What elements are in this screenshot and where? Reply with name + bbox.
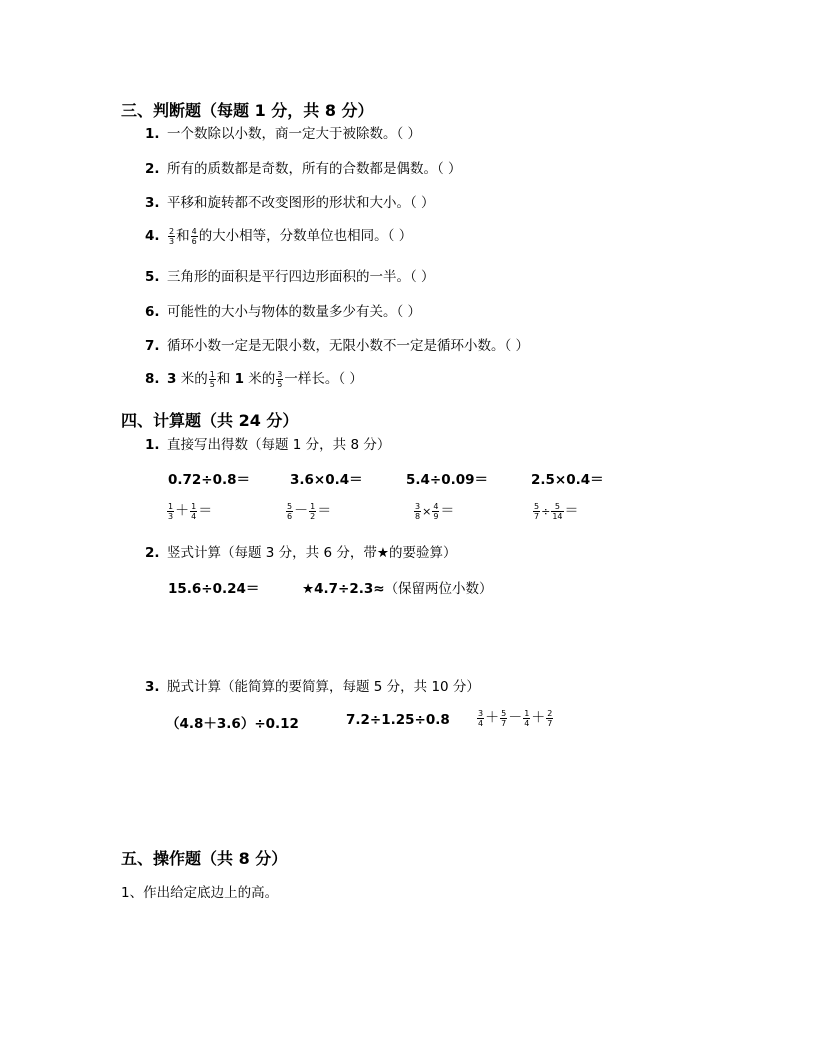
oral-calc-6: $\frac{5}{6}$ － $\frac{1}{2}$ ＝ [287, 501, 332, 521]
item-number: 8. [145, 371, 160, 387]
item-text: 的大小相等，分数单位也相同。（ ） [198, 228, 413, 244]
judge-item-3 [145, 191, 435, 211]
oral-calc-2: 3.6×0.4＝ [290, 472, 363, 488]
fraction: $\frac{2}{3}$ [169, 226, 175, 246]
judge-item-2 [145, 157, 462, 177]
calc-part-1-title: 1. 直接写出得数（每题 1 分，共 8 分） [145, 437, 391, 453]
oral-calc-1: 0.72÷0.8＝ [168, 472, 251, 488]
step-calc-2: 7.2÷1.25÷0.8 [346, 712, 450, 728]
item-number: 4. [145, 228, 160, 244]
judge-item-4: 4. $\frac{2}{3}$ 和 $\frac{4}{6}$ 的大小相等，分数单位也相同。（ ） [145, 226, 413, 246]
calc-part-3-title: 3. 脱式计算（能简算的要简算，每题 5 分，共 10 分） [145, 679, 480, 695]
operation-question-1: 1、作出给定底边上的高。 [121, 885, 279, 901]
item-number: 3. [145, 195, 160, 211]
oral-calc-5: $\frac{1}{3}$ ＋ $\frac{1}{4}$ ＝ [168, 501, 213, 521]
fraction: $\frac{1}{5}$ [209, 369, 215, 389]
section-4-title: 四、计算题（共 24 分） [121, 411, 299, 430]
oral-calc-8: $\frac{5}{7}$ ÷ $\frac{5}{14}$ ＝ [534, 501, 579, 521]
item-text: 一个数除以小数，商一定大于被除数。（ ） [167, 126, 422, 142]
fraction: $\frac{3}{5}$ [277, 369, 283, 389]
oral-calc-3: 5.4÷0.09＝ [406, 472, 489, 488]
step-calc-3: $\frac{3}{4}$ ＋ $\frac{5}{7}$ － $\frac{1}{4}$ ＋ $\frac{2}{7}$ [478, 708, 553, 728]
judge-item-1 [145, 122, 421, 142]
judge-item-7 [145, 334, 529, 354]
fraction: $\frac{4}{6}$ [191, 226, 197, 246]
item-text: 三角形的面积是平行四边形面积的一半。（ ） [167, 269, 435, 285]
oral-calc-4: 2.5×0.4＝ [531, 472, 604, 488]
item-number: 6. [145, 304, 160, 320]
item-number: 2. [145, 161, 160, 177]
item-text: 一样长。（ ） [284, 371, 363, 387]
vertical-calc-1: 15.6÷0.24＝ [168, 581, 260, 597]
item-text: 可能性的大小与物体的数量多少有关。（ ） [167, 304, 422, 320]
section-3-title: 三、判断题（每题 1 分，共 8 分） [121, 101, 374, 120]
item-text: 循环小数一定是无限小数，无限小数不一定是循环小数。（ ） [167, 338, 530, 354]
item-text: 所有的质数都是奇数，所有的合数都是偶数。（ ） [167, 161, 462, 177]
step-calc-1: （4.8＋3.6）÷0.12 [166, 716, 299, 732]
judge-item-5 [145, 265, 435, 285]
judge-item-6 [145, 300, 421, 320]
oral-calc-7: $\frac{3}{8}$ × $\frac{4}{9}$ ＝ [415, 501, 455, 521]
section-5-title: 五、操作题（共 8 分） [121, 849, 288, 868]
vertical-calc-2: ★4.7÷2.3≈（保留两位小数） [302, 581, 493, 597]
item-text: 平移和旋转都不改变图形的形状和大小。（ ） [167, 195, 435, 211]
item-number: 5. [145, 269, 160, 285]
item-number: 7. [145, 338, 160, 354]
item-number: 1. [145, 126, 160, 142]
calc-part-2-title: 2. 竖式计算（每题 3 分，共 6 分，带★的要验算） [145, 545, 457, 561]
judge-item-8: 8. 3 米的 $\frac{1}{5}$ 和 1 米的 $\frac{3}{5}$ 一样长。（ ） [145, 369, 363, 389]
